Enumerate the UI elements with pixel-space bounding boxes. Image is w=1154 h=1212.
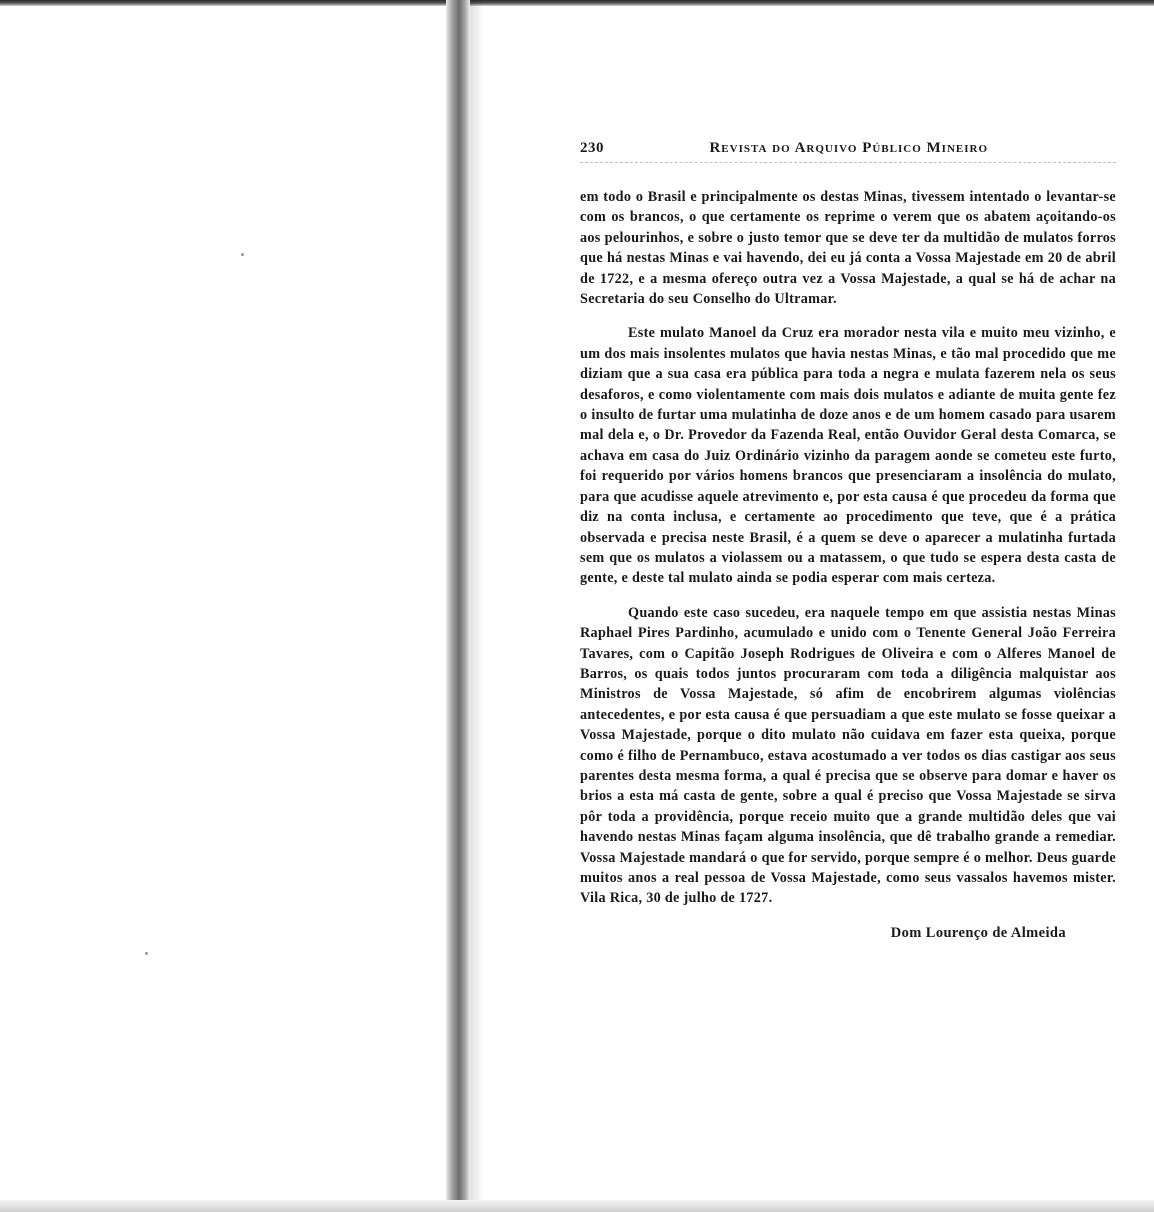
scan-speck — [145, 952, 148, 955]
paragraph-1: em todo o Brasil e principalmente os destas Minas, tivessem intentado o levantar-se com os brancos, o que certamente os reprime o verem que os abatem açoitando-os aos pelourinhos, e sobre o justo temor que se deve ter da multidão de mulatos forros que há nestas Minas e vai havendo, dei eu já conta a Vossa Majestade em 20 de abril de 1722, e a mesma ofereço outra vez a Vossa Majestade, a qual se há de achar na Secretaria do seu Conselho do Ultramar. — [580, 189, 1116, 308]
scan-bottom-edge — [0, 1200, 1154, 1212]
paragraph-2: Este mulato Manoel da Cruz era morador nesta vila e muito meu vizinho, e um dos mais insolentes mulatos que havia nestas Minas, e tão mal procedido que me diziam que a sua casa era pública para toda a negra e mulata fazerem nela os seus desaforos, e como violentamente com mais dois mulatos e adiante de muita gente fez o insulto de furtar uma mulatinha de doze anos e de um homem casado para usarem mal dela e, o Dr. Provedor da Fazenda Real, então Ouvidor Geral desta Comarca, se achava em casa do Juiz Ordinário vizinho da paragem aonde se cometeu este furto, foi requerido por vários homens brancos que presenciaram a insolência do mulato, para que acudisse aquele atrevimento e, por esta causa é que procedeu da forma que diz na conta inclusa, e certamente ao procedimento que teve, que é a prática observada e precisa neste Brasil, é a quem se deve o aparecer a mulatinha furtada sem que os mulatos a violassem ou a matassem, o que tudo se espera desta casta de gente, e deste tal mulato ainda se podia esperar com mais certeza. — [580, 325, 1116, 587]
gutter-shadow — [470, 0, 484, 1212]
signature: Dom Lourenço de Almeida — [890, 924, 1066, 941]
scan-top-edge — [0, 0, 1154, 6]
body-text — [580, 187, 1116, 909]
right-page — [580, 140, 1116, 942]
scan-speck — [241, 253, 244, 256]
book-gutter — [446, 0, 470, 1212]
paragraph-3: Quando este caso sucedeu, era naquele tempo em que assistia nestas Minas Raphael Pires Pardinho, acumulado e unido com o Tenente General João Ferreira Tavares, com o Capitão Joseph Rodrigues de Oliveira e com o Alferes Manoel de Barros, os quais todos juntos procuraram com toda a diligência malquistar aos Ministros de Vossa Majestade, só afim de encobrirem algumas violências antecedentes, e por esta causa é que persuadiam a que este mulato se fosse queixar a Vossa Majestade, porque o dito mulato não cuidava em fazer esta queixa, porque como é filho de Pernambuco, estava acostumado a ver todos os dias castigar aos seus parentes desta mesma forma, a qual é precisa que se observe para domar e haver os brios a esta má casta de gente, sobre a qual é preciso que Vossa Majestade se sirva pôr toda a providência, porque receio muito que a grande multidão deles que vai havendo nestas Minas façam alguma insolência, que dê trabalho grande a remediar. Vossa Majestade mandará o que for servido, porque sempre é o melhor. Deus guarde muitos anos a real pessoa de Vossa Majestade, como seus vassalos havemos mister. Vila Rica, 30 de julho de 1727. — [580, 604, 1116, 907]
running-title: Revista do Arquivo Público Mineiro — [709, 140, 988, 156]
page-header — [580, 140, 1116, 163]
page-number: 230 — [580, 140, 604, 156]
